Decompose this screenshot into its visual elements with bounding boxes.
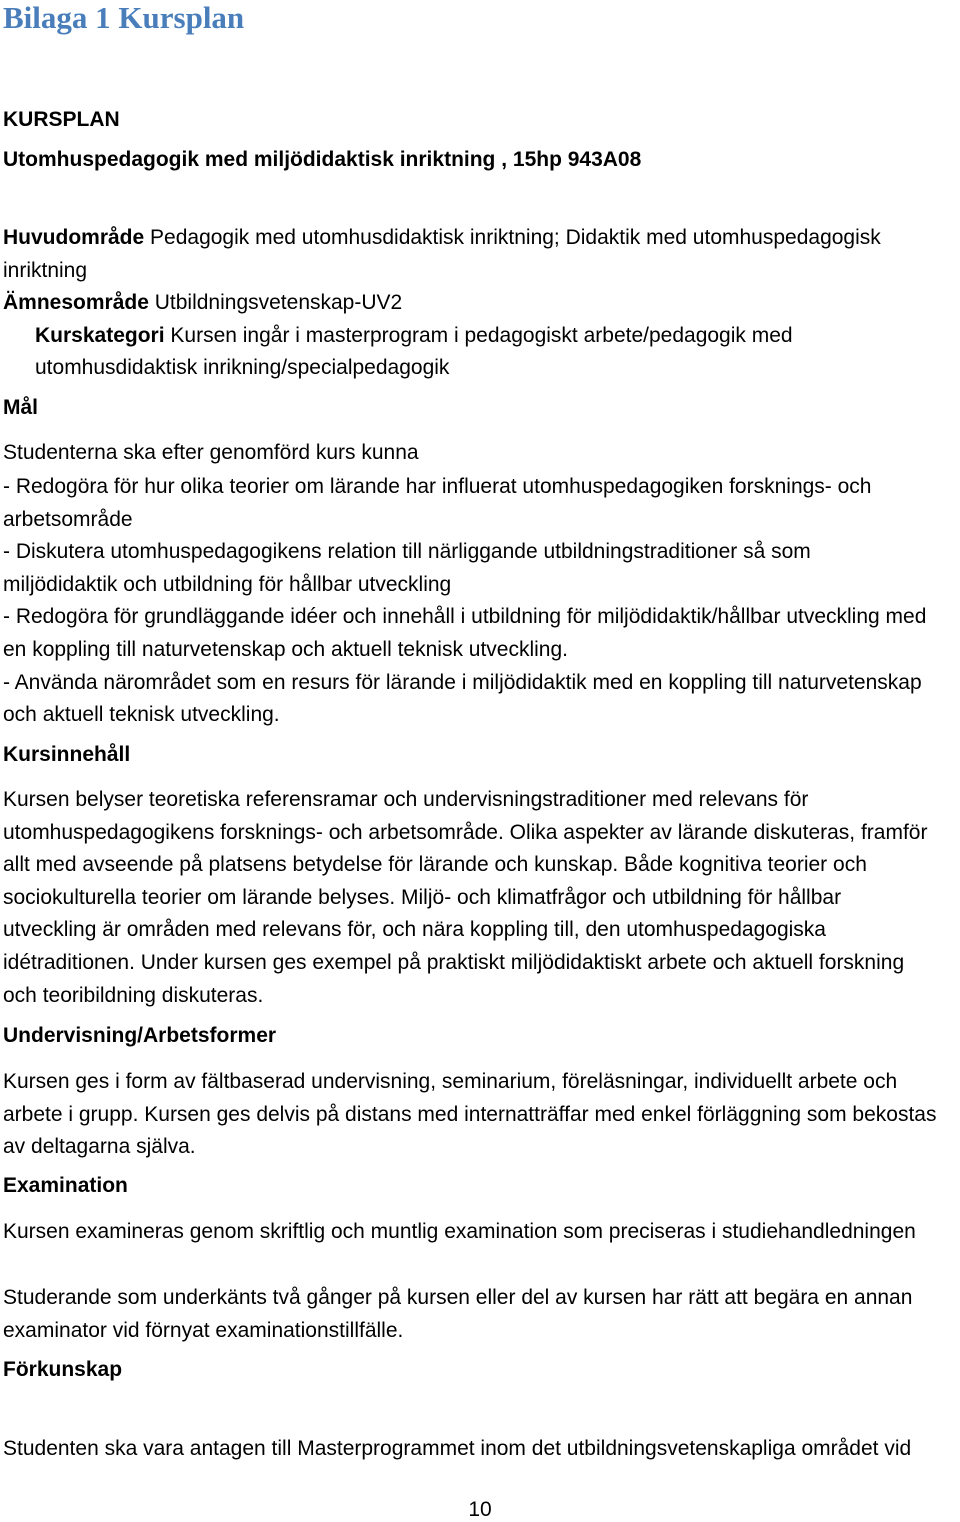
goal-item-line: arbetsområde — [3, 507, 133, 531]
content-paragraph-line: och teoribildning diskuteras. — [3, 983, 264, 1007]
examination-paragraph-line: examinator vid förnyat examinationstillfälle. — [3, 1318, 404, 1342]
course-title: Utomhuspedagogik med miljödidaktisk inriktning , 15hp 943A08 — [3, 148, 642, 171]
course-category-value: Kursen ingår i masterprogram i pedagogiskt arbete/pedagogik med — [170, 323, 793, 347]
teaching-paragraph-line: arbete i grupp. Kursen ges delvis på distans med internatträffar med enkel förläggning som bekostas — [3, 1102, 937, 1126]
goal-item-line: - Redogöra för grundläggande idéer och innehåll i utbildning för miljödidaktik/hållbar utveckling med — [3, 605, 927, 629]
goal-item-line: en koppling till naturvetenskap och aktuell teknisk utveckling. — [3, 637, 568, 661]
goal-item-line: - Diskutera utomhuspedagogikens relation till närliggande utbildningstraditioner så som — [3, 540, 811, 564]
content-paragraph — [3, 784, 927, 1012]
examination-paragraph — [3, 1216, 916, 1249]
teaching-paragraph-line: Kursen ges i form av fältbaserad undervisning, seminarium, föreläsningar, individuellt arbete och — [3, 1070, 898, 1093]
goal-item — [3, 536, 926, 601]
course-category-label: Kurskategori — [35, 323, 165, 347]
main-field-value: Pedagogik med utomhusdidaktisk inriktning; Didaktik med utomhuspedagogisk — [150, 226, 881, 249]
main-field-label: Huvudområde — [3, 226, 145, 249]
examination-paragraph — [3, 1282, 912, 1347]
goal-item — [3, 471, 926, 536]
goal-item-line: och aktuell teknisk utveckling. — [3, 703, 280, 727]
goal-item-line: - Använda närområdet som en resurs för lärande i miljödidaktik med en koppling till naturvetenskap — [3, 670, 922, 694]
examination-paragraph-line: Studerande som underkänts två gånger på kursen eller del av kursen har rätt att begära en annan — [3, 1286, 913, 1309]
section-heading-content: Kursinnehåll — [3, 743, 131, 766]
content-paragraph-line: Kursen belyser teoretiska referensramar och undervisningstraditioner med relevans för — [3, 788, 809, 811]
goals-heading-block — [3, 392, 38, 425]
course-title-block — [3, 144, 641, 177]
document-label: KURSPLAN — [3, 108, 120, 131]
examination-paragraph-line: Kursen examineras genom skriftlig och muntlig examination som preciseras i studiehandledningen — [3, 1220, 916, 1243]
prerequisites-heading-block — [3, 1354, 122, 1387]
teaching-paragraph-line: av deltagarna själva. — [3, 1135, 196, 1159]
prerequisites-paragraph — [3, 1433, 911, 1466]
goal-item — [3, 601, 926, 666]
teaching-paragraph — [3, 1066, 936, 1164]
teaching-heading-block — [3, 1020, 276, 1053]
page-number: 10 — [468, 1498, 492, 1521]
section-heading-goals: Mål — [3, 396, 39, 419]
content-paragraph-line: utomhuspedagogikens forsknings- och arbetsområde. Olika aspekter av lärande diskuteras, framför — [3, 820, 928, 844]
course-category-value-continued: utomhusdidaktisk inrikning/specialpedagogik — [35, 356, 450, 380]
section-heading-teaching: Undervisning/Arbetsformer — [3, 1024, 277, 1047]
content-paragraph-line: idétraditionen. Under kursen ges exempel på praktiskt miljödidaktiskt arbete och aktuell forskning — [3, 950, 905, 974]
main-field-row — [3, 222, 881, 255]
prerequisites-paragraph-line: Studenten ska vara antagen till Masterprogrammet inom det utbildningsvetenskapliga området vid — [3, 1437, 912, 1460]
course-category-row — [3, 320, 881, 353]
goals-list — [3, 471, 926, 732]
content-paragraph-line: utveckling är områden med relevans för, och nära koppling till, den utomhuspedagogiska — [3, 918, 826, 942]
section-heading-prerequisites: Förkunskap — [3, 1358, 123, 1381]
content-paragraph-line: sociokulturella teorier om lärande belyses. Miljö- och klimatfrågor och utbildning för hållbar — [3, 885, 842, 909]
content-paragraph-line: allt med avseende på platsens betydelse för lärande och kunskap. Både kognitiva teorier och — [3, 853, 867, 877]
course-info — [3, 222, 881, 385]
examination-heading-block — [3, 1170, 128, 1203]
document-label-block — [3, 104, 120, 137]
goal-item — [3, 667, 926, 732]
section-heading-examination: Examination — [3, 1174, 128, 1197]
subject-area-label: Ämnesområde — [3, 291, 149, 315]
content-heading-block — [3, 739, 130, 772]
appendix-title: Bilaga 1 Kursplan — [3, 0, 245, 35]
goals-intro: Studenterna ska efter genomförd kurs kunna — [3, 441, 419, 464]
subject-area-row — [3, 287, 881, 320]
goal-item-line: - Redogöra för hur olika teorier om lärande har influerat utomhuspedagogiken forsknings- och — [3, 475, 872, 498]
goals-intro-block — [3, 437, 419, 470]
subject-area-value: Utbildningsvetenskap-UV2 — [154, 291, 403, 315]
goal-item-line: miljödidaktik och utbildning för hållbar utveckling — [3, 572, 452, 596]
main-field-value-continued: inriktning — [3, 258, 88, 282]
